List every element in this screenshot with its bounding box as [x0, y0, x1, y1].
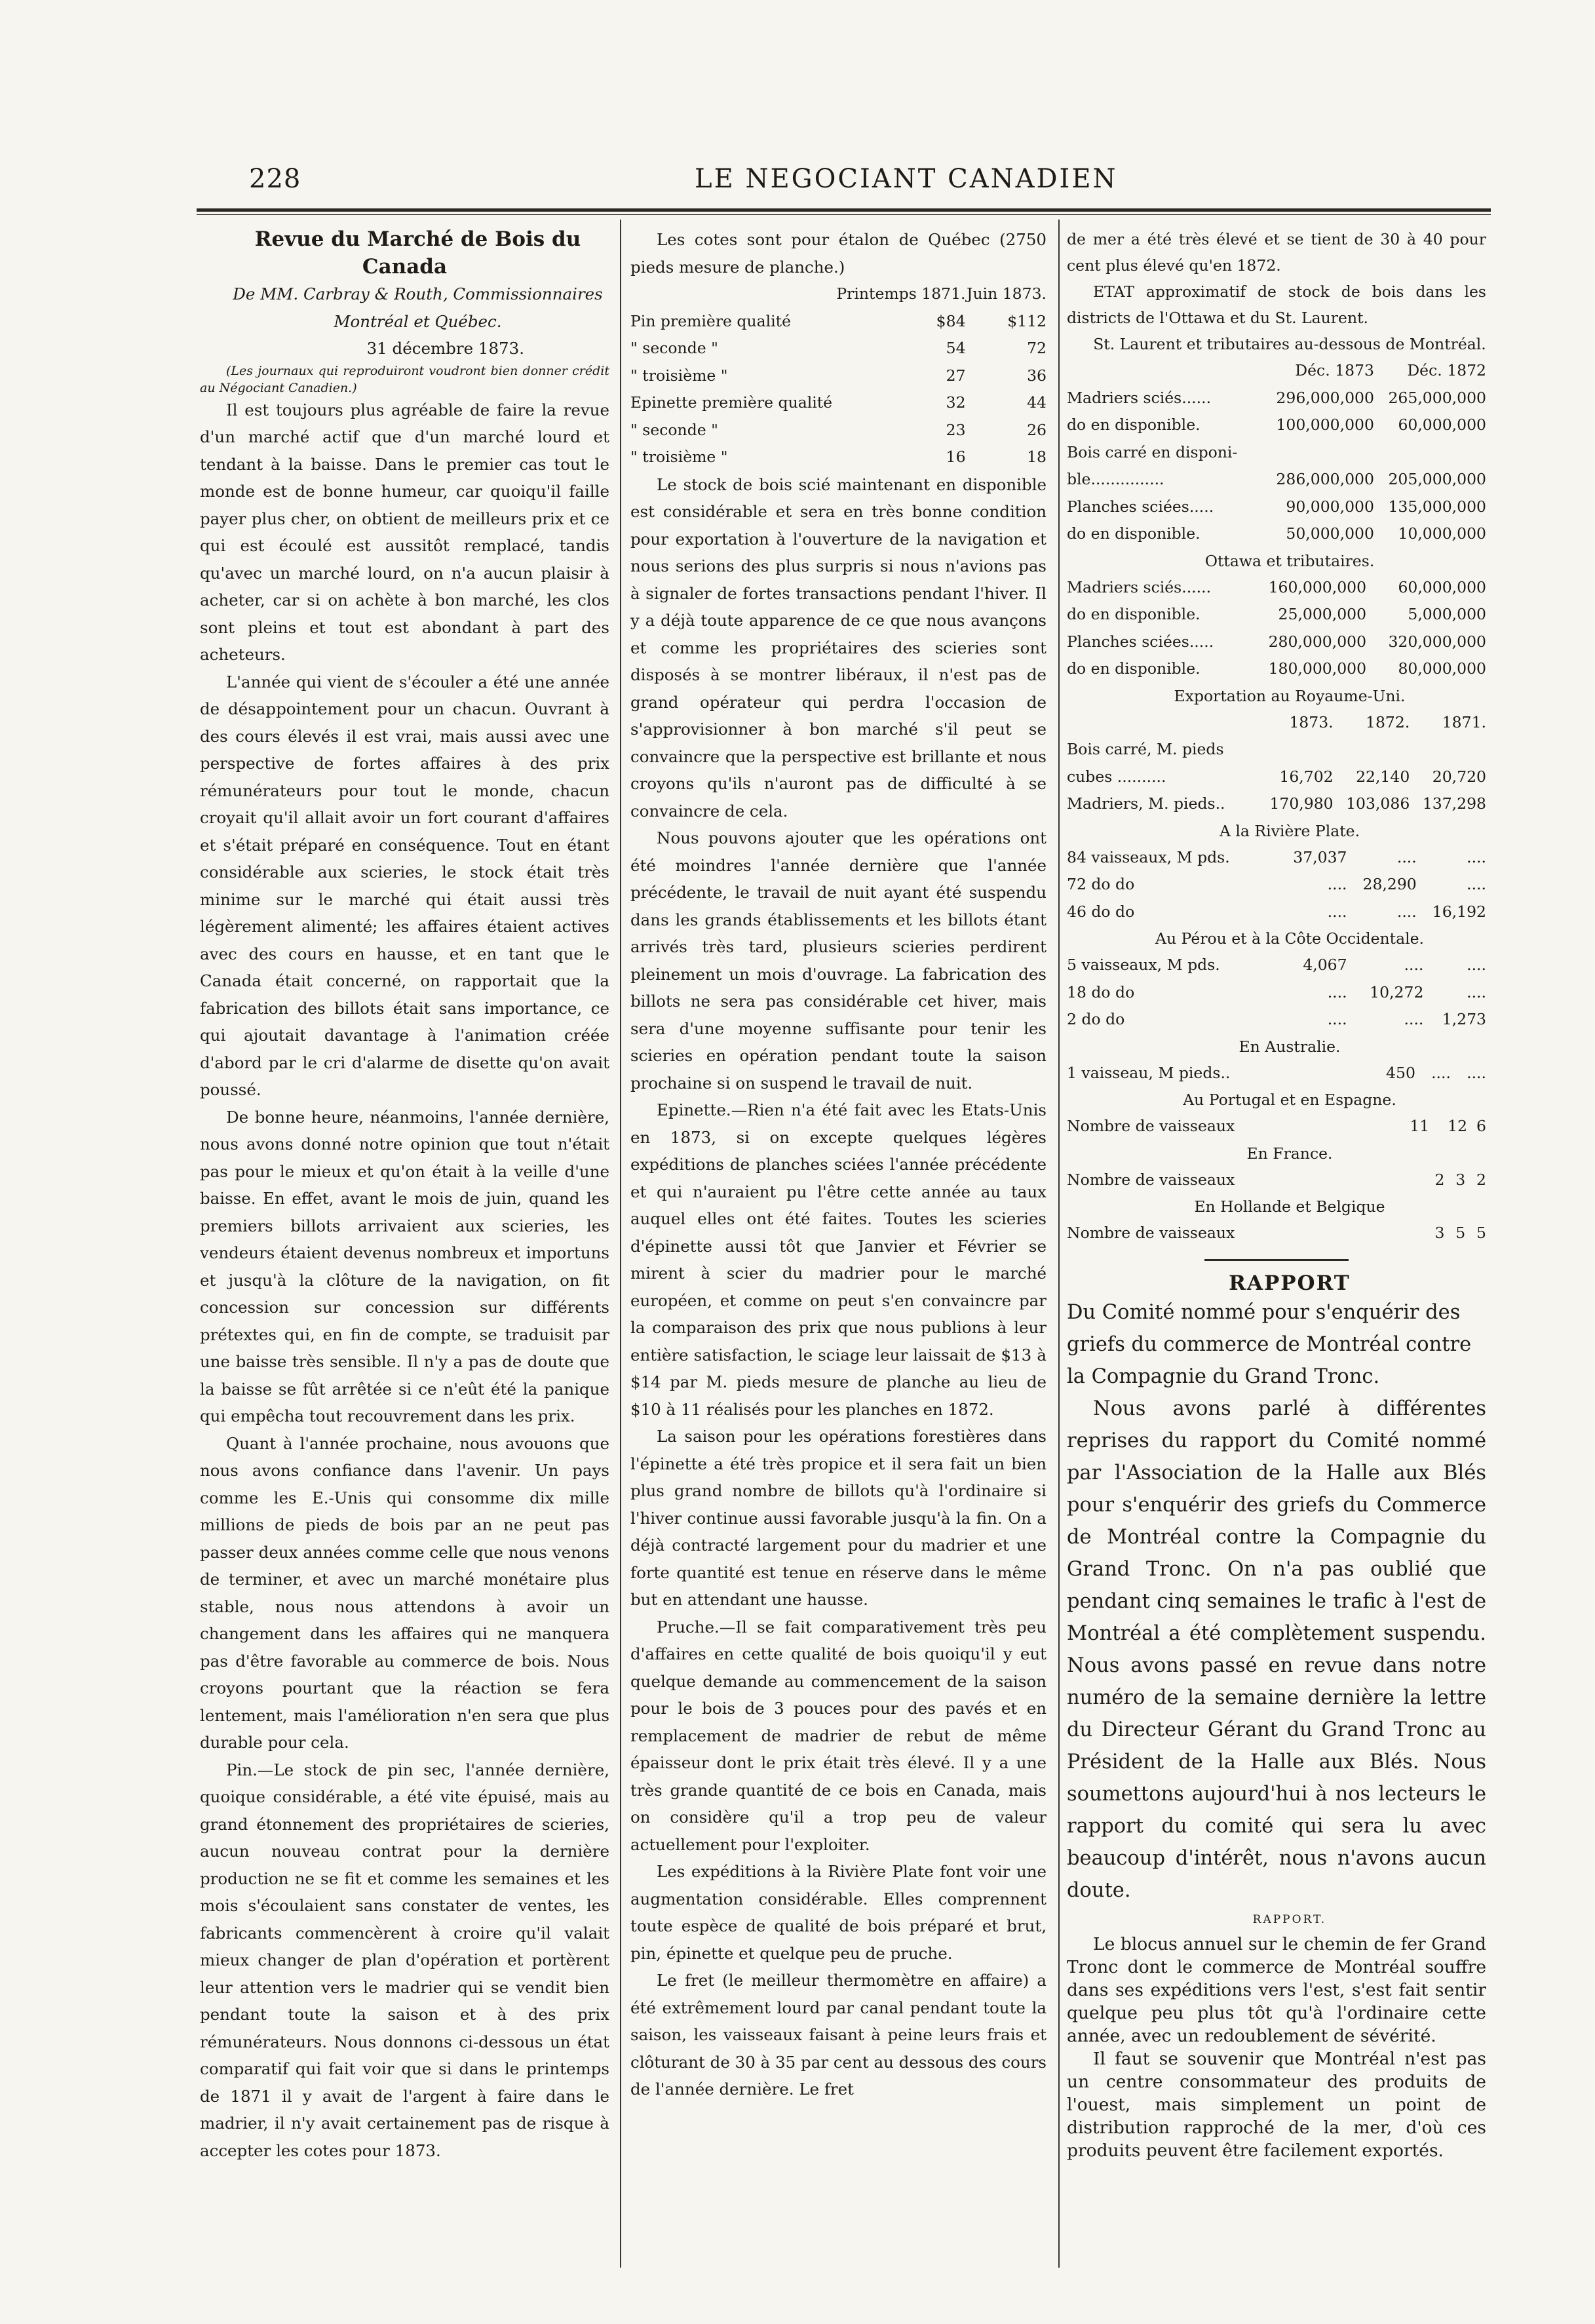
table-header: 1873. — [1289, 712, 1334, 731]
export-table — [1067, 709, 1486, 818]
column-2 — [630, 226, 1047, 2271]
row-value: 5 — [1476, 1224, 1486, 1242]
paragraph: Les expéditions à la Rivière Plate font voir une augmentation considérable. Elles comprennent toute espèce de qualité de bois préparé et brut, pin, épinette et quelque peu de pruche. — [630, 1862, 1047, 1963]
table-header: Printemps 1871. — [836, 284, 966, 303]
row-label: do en disponible. — [1067, 416, 1201, 434]
row-value: .... — [1404, 1010, 1424, 1028]
row-value: .... — [1396, 847, 1417, 866]
rapport-small-heading: RAPPORT. — [1252, 1912, 1327, 1926]
row-value: 2 — [1476, 1170, 1486, 1189]
section-heading: En Australie. — [1239, 1037, 1341, 1056]
row-value: 26 — [1027, 420, 1047, 439]
table-row — [1067, 844, 1486, 872]
row-value: 72 — [1027, 339, 1047, 357]
section-heading: Au Pérou et à la Côte Occidentale. — [1155, 929, 1424, 948]
paragraph: Il faut se souvenir que Montréal n'est pas un centre consommateur des produits de l'ouest, mais simplement un point de distribution rapproché de la mer, d'où ces produits peuvent être facilement exportés. — [1067, 2048, 1486, 2161]
paragraph: Nous pouvons ajouter que les opérations ont été moindres l'année dernière que l'année précédente, le travail de nuit ayant été suspendu dans les grands établissements et les billots étant arrivés très tard, plusieurs scieries perdirent pleinement un mois d'ouvrage. La fabrication des billots ne sera pas considérable cet hiver, mais sera d'une moyenne suffisante pour tenir les scieries en opération pendant toute la saison prochaine si on suspend le travail de nuit. — [630, 828, 1047, 1093]
row-value — [1374, 439, 1486, 467]
table-row — [1067, 1006, 1486, 1034]
row-value: 100,000,000 — [1276, 416, 1374, 434]
price-table — [630, 281, 1047, 471]
table-row — [1067, 412, 1486, 439]
row-value: .... — [1327, 1010, 1347, 1028]
section-heading: En Hollande et Belgique — [1194, 1197, 1385, 1216]
table-row — [1067, 1167, 1486, 1194]
paragraph-continued: de mer a été très élevé et se tient de 30 à 40 pour cent plus élevé qu'en 1872. — [1067, 230, 1486, 275]
section-heading: St. Laurent et tributaires au-dessous de Montréal. — [1093, 335, 1486, 353]
table-header-row — [630, 281, 1047, 308]
row-value: .... — [1467, 875, 1486, 893]
row-label: do en disponible. — [1067, 524, 1201, 543]
row-value: 1,273 — [1442, 1010, 1486, 1028]
header-rule — [197, 208, 1491, 212]
row-value: 16 — [946, 448, 966, 466]
table-row — [1067, 520, 1486, 548]
row-value: 280,000,000 — [1268, 632, 1367, 651]
row-label: Epinette première qualité — [630, 393, 833, 412]
row-label: 46 do do — [1067, 902, 1135, 921]
row-value: 27 — [946, 366, 966, 385]
france-table — [1067, 1167, 1486, 1194]
table-row — [630, 389, 1047, 417]
row-value: 80,000,000 — [1398, 659, 1486, 678]
stock-statement-heading: ETAT approximatif de stock de bois dans les districts de l'Ottawa et du St. Laurent. — [1067, 282, 1486, 327]
row-value: 4,067 — [1303, 956, 1347, 974]
table-row — [630, 308, 1047, 336]
table-header: 1871. — [1442, 712, 1486, 731]
section-heading: En France. — [1246, 1144, 1333, 1163]
paragraph: Pruche.—Il se fait comparativement très peu d'affaires en cette qualité de bois quoiqu'il y eut quelque demande au commencement de la saison pour le bois de 3 pouces pour des pavés et en remplacement de madrier de rebut de même épaisseur dont le prix était très élevé. Il y a une très grande quantité de ce bois en Canada, mais on considère qu'il a trop peu de valeur actuellement pour l'exploiter. — [630, 1617, 1047, 1854]
row-label: Madriers sciés...... — [1067, 388, 1212, 407]
row-label: do en disponible. — [1067, 659, 1201, 678]
section-heading: Au Portugal et en Espagne. — [1183, 1091, 1396, 1109]
row-value: 180,000,000 — [1268, 659, 1367, 678]
page-number: 228 — [249, 164, 301, 194]
row-value: 205,000,000 — [1388, 470, 1486, 488]
row-value: 54 — [946, 339, 966, 357]
paragraph: Le fret (le meilleur thermomètre en affaire) a été extrêmement lourd par canal pendant toute la saison, les vaisseaux faisant à peine leurs frais et clôturant de 30 à 35 par cent au dessous des cours de l'année dernière. Le fret — [630, 1971, 1047, 2099]
row-value: 25,000,000 — [1278, 605, 1367, 623]
row-value: 23 — [946, 420, 966, 439]
row-value: 37,037 — [1293, 847, 1347, 866]
table-row — [1067, 655, 1486, 683]
paragraph: Quant à l'année prochaine, nous avouons que nous avons confiance dans l'avenir. Un pays comme les E.-Unis qui consomme dix mille millions de pieds de bois par an ne peut pas passer deux années comme celle que nous venons de terminer, et avec un marché monétaire plus stable, nous nous attendons à avoir un changement dans les affaires qui ne manquera pas d'être favorable au commerce de bois. Nous croyons pourtant que la réaction se fera lentement, mais l'amélioration n'en sera que plus durable pour cela. — [200, 1433, 609, 1752]
table-row — [1067, 601, 1486, 629]
table-header: Déc. 1873 — [1295, 361, 1374, 379]
paragraph: Pin.—Le stock de pin sec, l'année dernière, quoique considérable, a été vite épuisé, mais au grand étonnement des propriétaires de scieries, aucun nouveau contrat pour la dernière production ne se fit et comme les semaines et les mois s'écoulaient sans constater de ventes, les fabricants commencèrent à croire qu'il valait mieux changer de plan d'opération et portèrent leur attention vers le madrier qui se vendit bien pendant toute la saison et à des prix rémunérateurs. Nous donnons ci-dessous un état comparatif qui fait voir que si dans le printemps de 1871 il y avait de l'argent à faire dans le madrier, il n'y avait certainement pas de risque à accepter les cotes pour 1873. — [200, 1760, 609, 2160]
row-value: 103,086 — [1346, 794, 1410, 813]
row-value: 2 — [1434, 1170, 1445, 1189]
row-value: 90,000,000 — [1286, 497, 1374, 516]
row-value: 11 — [1410, 1117, 1430, 1135]
row-value: 20,720 — [1432, 767, 1486, 786]
rapport-body: Nous avons parlé à différentes reprises du rapport du Comité nommé par l'Association de la Halle aux Blés pour s'enquérir des griefs du Commerce de Montréal contre la Compagnie du Grand Tronc. On n'a pas oublié que pendant cinq semaines le trafic à l'est de Montréal a été complètement suspendu. Nous avons passé en revue dans notre numéro de la semaine dernière la lettre du Directeur Gérant du Grand Tronc au Président de la Halle aux Blés. Nous soumettons aujourd'hui à nos lecteurs le rapport du comité qui sera lu avec beaucoup d'intérêt, nous n'avons aucun doute. — [1067, 1397, 1486, 1902]
portugal-table — [1067, 1113, 1486, 1140]
table-row — [1067, 899, 1486, 926]
article-byline: De MM. Carbray & Routh, Commissionnaires — [233, 284, 603, 303]
row-value — [1334, 736, 1410, 764]
row-label: " troisième " — [630, 366, 728, 385]
row-value: 135,000,000 — [1388, 497, 1486, 516]
row-label: Pin première qualité — [630, 311, 792, 330]
row-value: 10,000,000 — [1398, 524, 1486, 543]
paragraph: Le stock de bois scié maintenant en disponible est considérable et sera en très bonne condition pour exportation à l'ouverture de la navigation et nous serions des plus surpris si nous n'avions pas à signaler de fortes transactions pendant l'hiver. Il y a déjà toute apparence de ce que nous avançons et comme les propriétaires des scieries sont disposés à se montrer libéraux, il n'est pas de grand opérateur qui perdra l'occasion de s'approvisionner à bon marché s'il peut se convaincre que la perspective est brillante et nous croyons qu'ils n'auront pas de difficulté à se convaincre de cela. — [630, 474, 1047, 821]
section-heading: Ottawa et tributaires. — [1204, 551, 1375, 570]
row-value: .... — [1327, 902, 1347, 921]
row-value: 286,000,000 — [1276, 470, 1374, 488]
row-value: 5 — [1455, 1224, 1466, 1242]
row-value: 160,000,000 — [1268, 577, 1367, 596]
stock-table-ottawa — [1067, 574, 1486, 683]
hollande-table — [1067, 1220, 1486, 1247]
paragraph-intro: Les cotes sont pour étalon de Québec (2750 pieds mesure de planche.) — [630, 230, 1047, 277]
row-value — [1257, 736, 1334, 764]
row-value: 450 — [1386, 1063, 1415, 1082]
rapport-subtitle: Du Comité nommé pour s'enquérir des griefs du commerce de Montréal contre la Compagnie du Grand Tronc. — [1067, 1300, 1472, 1388]
row-value: 22,140 — [1356, 767, 1410, 786]
masthead: LE NEGOCIANT CANADIEN — [695, 164, 1118, 194]
table-row — [1067, 1060, 1486, 1087]
row-value: $112 — [1007, 311, 1047, 330]
row-label: 1 vaisseau, M pieds.. — [1067, 1063, 1231, 1082]
row-value: 36 — [1027, 366, 1047, 385]
row-value: 28,290 — [1362, 875, 1417, 893]
table-row — [1067, 736, 1486, 764]
paragraph: La saison pour les opérations forestières dans l'épinette a été très propice et il sera fait un bien plus grand nombre de billots qu'à l'ordinaire si l'hiver continue aussi favorable jusqu'à la fin. On a déjà contracté largement pour du madrier et une forte quantité est tenue en réserve dans le même but en attendant une hausse. — [630, 1427, 1047, 1609]
row-value: 137,298 — [1422, 794, 1486, 813]
table-row — [1067, 629, 1486, 656]
row-value — [1410, 736, 1486, 764]
row-value: 265,000,000 — [1388, 388, 1486, 407]
row-value — [1262, 439, 1374, 467]
row-value: .... — [1327, 982, 1347, 1001]
table-row — [1067, 979, 1486, 1007]
table-header: 1872. — [1366, 712, 1410, 731]
table-row — [1067, 494, 1486, 521]
table-row — [1067, 466, 1486, 494]
table-row — [1067, 439, 1486, 467]
row-label: Bois carré en disponi- — [1067, 442, 1238, 461]
row-value: .... — [1467, 847, 1486, 866]
row-value: 6 — [1476, 1117, 1486, 1135]
rapport-title: RAPPORT — [1229, 1271, 1351, 1295]
article-date: 31 décembre 1873. — [366, 339, 524, 358]
table-row — [1067, 952, 1486, 979]
table-row — [630, 362, 1047, 390]
table-row — [1067, 1220, 1486, 1247]
row-value: 16,702 — [1279, 767, 1334, 786]
row-value: 16,192 — [1432, 902, 1486, 921]
row-label: " seconde " — [630, 339, 718, 357]
row-label: Madriers sciés...... — [1067, 577, 1212, 596]
row-value: .... — [1404, 956, 1424, 974]
paragraph: Epinette.—Rien n'a été fait avec les Etats-Unis en 1873, si on excepte quelques légères expéditions de planches sciées l'année précédente et qui n'auraient pu l'être cette année au taux auquel elles ont été faites. Toutes les scieries d'épinette aussi tôt que Janvier et Février se mirent à scier du madrier pour le marché européen, et comme on peut s'en convaincre par la comparaison des prix que nous publions à leur entière satisfaction, le sciage leur laissait de $13 à $14 par M. pieds mesure de planche au lieu de $10 à 11 réalisés pour les planches en 1872. — [630, 1100, 1047, 1419]
row-label: Bois carré, M. pieds — [1067, 740, 1224, 758]
row-value: 3 — [1434, 1224, 1445, 1242]
article-byline-cities: Montréal et Québec. — [334, 311, 502, 331]
table-row — [630, 444, 1047, 471]
row-value: 3 — [1455, 1170, 1466, 1189]
table-row — [1067, 574, 1486, 602]
table-row — [1067, 764, 1486, 791]
paragraph: De bonne heure, néanmoins, l'année dernière, nous avons donné notre opinion que tout n'était pas pour le mieux et qu'on était à la veille d'une baisse. En effet, avant le mois de juin, quand les premiers billots arrivaient aux scieries, les vendeurs étaient devenus nombreux et importuns et jusqu'à la clôture de la navigation, on fit concession sur concession sur différents prétextes qui, en fin de compte, se traduisit par une baisse très sensible. Il n'y a pas de doute que la baisse se fût arrêtée si ce n'eût été la panique qui empêcha tout recouvrement dans les prix. — [200, 1107, 609, 1425]
row-value: $84 — [936, 311, 966, 330]
row-label: do en disponible. — [1067, 605, 1201, 623]
row-label: " seconde " — [630, 420, 718, 439]
column-3 — [1067, 226, 1486, 2271]
australie-table — [1067, 1060, 1486, 1087]
row-label: Nombre de vaisseaux — [1067, 1224, 1235, 1242]
row-label: 72 do do — [1067, 875, 1135, 893]
table-row — [1067, 1113, 1486, 1140]
row-label: 2 do do — [1067, 1010, 1125, 1028]
row-value: .... — [1467, 956, 1486, 974]
row-value: .... — [1467, 1063, 1486, 1082]
row-value: 60,000,000 — [1398, 416, 1486, 434]
row-value: 60,000,000 — [1398, 577, 1486, 596]
row-label: 18 do do — [1067, 982, 1135, 1001]
article-title: Revue du Marché de Bois du Canada — [254, 227, 581, 279]
table-row — [1067, 790, 1486, 818]
row-label: 84 vaisseaux, M pds. — [1067, 847, 1230, 866]
paragraph: L'année qui vient de s'écouler a été une année de désappointement pour un chacun. Ouvrant à des cours élevés il est vrai, mais aussi avec une perspective de fortes affaires à des prix rémunérateurs pour tout le monde, chacun croyait qu'il allait avoir un fort courant d'affaires et s'était préparé en conséquence. Tout en étant considérable aux scieries, le stock était très minime sur le marché qui était aussi très légèrement alimenté; les affaires étaient actives avec des cours en hausse, et en tant que le Canada était concerné, on rapportait que la fabrication des billots était sans importance, ce qui ajoutait davantage à l'animation créée d'abord par le cri d'alarme de disette qu'on avait poussé. — [200, 672, 609, 1099]
table-row — [1067, 871, 1486, 899]
section-heading: A la Rivière Plate. — [1219, 821, 1360, 840]
row-value: 44 — [1027, 393, 1047, 412]
row-label: Planches sciées..... — [1067, 632, 1214, 651]
row-value: 320,000,000 — [1388, 632, 1486, 651]
article-note: (Les journaux qui reproduiront voudront bien donner crédit au Négociant Canadien.) — [200, 363, 609, 395]
column-divider-1 — [620, 220, 621, 2268]
row-label: " troisième " — [630, 448, 728, 466]
plate-table — [1067, 844, 1486, 926]
row-value: 32 — [946, 393, 966, 412]
table-header: Juin 1873. — [967, 284, 1047, 303]
row-value: 12 — [1448, 1117, 1468, 1135]
row-value: 50,000,000 — [1286, 524, 1374, 543]
table-row — [630, 417, 1047, 444]
row-value: 10,272 — [1370, 982, 1424, 1001]
paragraph: Le blocus annuel sur le chemin de fer Grand Tronc dont le commerce de Montréal souffre dans ses expéditions vers l'est, s'est fait sentir quelque peu plus tôt qu'à l'ordinaire cette année, avec un redoublement de sévérité. — [1067, 1933, 1486, 2046]
section-divider — [1204, 1259, 1349, 1261]
table-header-row — [1067, 357, 1486, 385]
table-row — [1067, 385, 1486, 412]
table-row — [630, 335, 1047, 362]
section-heading: Exportation au Royaume-Uni. — [1174, 686, 1406, 705]
row-value: .... — [1467, 982, 1486, 1001]
row-value: .... — [1327, 875, 1347, 893]
header-rule-thin — [197, 214, 1491, 215]
row-label: cubes .......... — [1067, 767, 1166, 786]
stock-table-st-laurent — [1067, 357, 1486, 548]
row-value: 18 — [1027, 448, 1047, 466]
row-label: Nombre de vaisseaux — [1067, 1170, 1235, 1189]
row-value: 5,000,000 — [1408, 605, 1486, 623]
table-header-row — [1067, 709, 1486, 737]
column-divider-2 — [1058, 220, 1060, 2268]
row-label: 5 vaisseaux, M pds. — [1067, 956, 1220, 974]
paragraph: Il est toujours plus agréable de faire la revue d'un marché actif que d'un marché lourd et tendant à la baisse. Dans le premier cas tout le monde est de bonne humeur, car quoiqu'il faille payer plus cher, on obtient de meilleurs prix et ce qui est écoulé est aussitôt remplacé, tandis qu'avec un marché lourd, on n'a aucun plaisir à acheter, car si on achète à bon marché, les clos sont pleins et tout est abondant à part des acheteurs. — [200, 400, 609, 664]
table-header: Déc. 1872 — [1407, 361, 1486, 379]
row-value: 170,980 — [1269, 794, 1334, 813]
perou-table — [1067, 952, 1486, 1034]
row-label: Nombre de vaisseaux — [1067, 1117, 1235, 1135]
column-1 — [200, 226, 609, 2271]
row-value: 296,000,000 — [1276, 388, 1374, 407]
row-value: .... — [1396, 902, 1417, 921]
row-label: Planches sciées..... — [1067, 497, 1214, 516]
row-value: .... — [1431, 1063, 1451, 1082]
row-label: ble............... — [1067, 470, 1164, 488]
row-label: Madriers, M. pieds.. — [1067, 794, 1225, 813]
